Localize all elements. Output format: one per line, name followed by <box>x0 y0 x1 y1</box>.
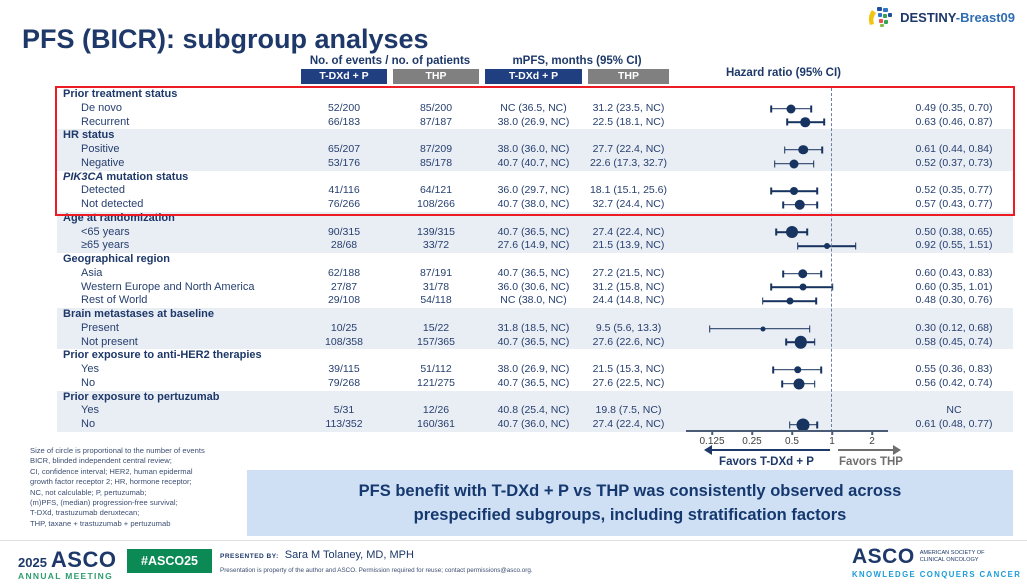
forest-cell <box>672 184 895 198</box>
hr-text-cell: 0.52 (0.35, 0.77) <box>915 184 993 197</box>
axis-tick <box>791 430 793 435</box>
hr-text-cell: 0.56 (0.42, 0.74) <box>915 376 993 389</box>
ci-cap <box>820 270 822 277</box>
subgroup-row <box>57 267 1013 281</box>
events-thp-cell: 54/118 <box>420 294 452 307</box>
subgroup-section <box>57 253 1013 308</box>
hr-text-cell: 0.49 (0.35, 0.70) <box>915 101 993 114</box>
subgroup-label: Positive <box>81 143 120 155</box>
forest-cell <box>672 267 895 281</box>
subgroup-row <box>57 404 1013 418</box>
group-header-events: No. of events / no. of patients <box>309 55 471 67</box>
ci-cap <box>775 229 777 236</box>
hr-text-cell: NC <box>946 404 962 417</box>
events-thp-cell: 51/112 <box>420 363 452 375</box>
arm-header-tdxd-events: T-DXd + P <box>301 69 387 84</box>
subgroup-row <box>57 239 1013 253</box>
axis-tick <box>751 430 753 435</box>
axis-tick <box>871 430 873 435</box>
ci-cap <box>855 243 857 250</box>
meeting-year: 2025 <box>18 555 47 570</box>
footnote-line: BICR, blinded independent central review; <box>30 456 172 466</box>
ci-cap <box>815 298 817 305</box>
arm-header-thp-events: THP <box>393 69 479 84</box>
events-thp-cell: 85/200 <box>419 101 453 114</box>
ci-cap <box>820 366 822 373</box>
subgroup-row <box>57 102 1013 116</box>
footnotes <box>30 446 205 529</box>
mpfs-thp-cell: 21.5 (13.9, NC) <box>592 239 665 252</box>
events-thp-cell: 121/275 <box>417 376 455 389</box>
ci-cap <box>782 270 784 277</box>
ci-cap <box>816 421 818 428</box>
subgroup-label: No <box>81 418 96 430</box>
permission-disclaimer: Presentation is property of the author and ASCO. Permission required for reuse; contact permissions@asco.org. <box>220 567 533 574</box>
mpfs-thp-cell: 32.7 (24.4, NC) <box>592 198 665 210</box>
mpfs-thp-cell: 27.4 (22.4, NC) <box>592 418 665 430</box>
mpfs-thp-cell: 27.2 (21.5, NC) <box>592 266 665 279</box>
hr-text-cell: 0.57 (0.43, 0.77) <box>915 198 993 210</box>
ci-cap <box>771 284 773 291</box>
mpfs-thp-cell: 27.4 (22.4, NC) <box>592 225 665 238</box>
subgroup-row <box>57 226 1013 240</box>
section-header: Geographical region <box>63 253 170 265</box>
footnote-line: T-DXd, trastuzumab deruxtecan; <box>30 508 140 518</box>
mpfs-tdxd-cell: 40.7 (36.5, NC) <box>497 376 570 389</box>
ci-cap <box>771 105 773 112</box>
hr-text-cell: 0.52 (0.37, 0.73) <box>915 156 993 169</box>
mpfs-thp-cell: 27.6 (22.5, NC) <box>592 376 665 389</box>
subgroup-row <box>57 322 1013 336</box>
section-header: PIK3CA mutation status <box>63 170 189 183</box>
subgroup-label: Negative <box>81 156 125 169</box>
subgroup-row <box>57 157 1013 171</box>
mpfs-thp-cell: 9.5 (5.6, 13.3) <box>595 321 662 334</box>
events-tdxd-cell: 53/176 <box>327 156 361 169</box>
mpfs-thp-cell: 18.1 (15.1, 25.6) <box>589 184 668 197</box>
asco-society-lines: AMERICAN SOCIETY OF CLINICAL ONCOLOGY <box>919 550 985 563</box>
subgroup-label: Not present <box>81 335 138 348</box>
mpfs-tdxd-cell: 27.6 (14.9, NC) <box>497 239 570 252</box>
mpfs-tdxd-cell: 38.0 (26.9, NC) <box>497 115 570 128</box>
events-tdxd-cell: 79/268 <box>327 376 361 389</box>
section-header: Prior treatment status <box>63 88 178 100</box>
axis-tick-label: 0.5 <box>785 436 799 447</box>
forest-cell <box>672 363 895 377</box>
mpfs-tdxd-cell: 31.8 (18.5, NC) <box>497 321 570 334</box>
subgroup-label: Yes <box>81 363 99 375</box>
events-thp-cell: 108/266 <box>417 198 455 210</box>
mpfs-tdxd-cell: 40.7 (36.0, NC) <box>497 418 570 430</box>
section-header: Brain metastases at baseline <box>63 308 215 320</box>
ci-cap <box>784 146 786 153</box>
axis-tick <box>831 430 833 435</box>
mpfs-thp-cell: 21.5 (15.3, NC) <box>592 363 665 375</box>
footnote-line: CI, confidence interval; HER2, human epidermal <box>30 466 193 476</box>
hr-dot <box>793 378 804 389</box>
forest-cell <box>672 322 895 336</box>
ci-cap <box>816 201 818 208</box>
section-header: HR status <box>63 129 115 142</box>
forest-cell <box>672 336 895 350</box>
forest-cell <box>672 281 895 295</box>
hr-dot <box>801 118 811 128</box>
arm-header-thp-mpfs: THP <box>588 69 669 84</box>
events-thp-cell: 15/22 <box>422 321 450 334</box>
ci-cap <box>806 229 808 236</box>
events-tdxd-cell: 62/188 <box>327 266 361 279</box>
mpfs-tdxd-cell: 36.0 (29.7, NC) <box>497 184 570 197</box>
events-thp-cell: 31/78 <box>422 280 450 293</box>
footnote-line: growth factor receptor 2; HR, hormone receptor; <box>30 477 192 487</box>
ci-cap <box>781 380 783 387</box>
hr-dot <box>794 200 805 211</box>
section-header: Prior exposure to anti-HER2 therapies <box>63 349 262 362</box>
ci-cap <box>821 146 823 153</box>
hr-dot <box>799 145 809 155</box>
subgroup-row <box>57 363 1013 377</box>
subgroup-section <box>57 171 1013 212</box>
axis-tick <box>711 430 713 435</box>
events-tdxd-cell: 66/183 <box>327 115 361 128</box>
events-tdxd-cell: 39/115 <box>328 363 360 375</box>
forest-cell <box>672 143 895 157</box>
subgroup-row <box>57 336 1013 350</box>
hr-text-cell: 0.58 (0.45, 0.74) <box>915 335 993 348</box>
subgroup-row <box>57 184 1013 198</box>
forest-cell <box>672 239 895 253</box>
mpfs-thp-cell: 24.4 (14.8, NC) <box>592 294 665 307</box>
subgroup-label: Detected <box>81 184 126 197</box>
forest-cell <box>672 198 895 212</box>
destiny-logo-bold: DESTINY <box>900 9 956 25</box>
forest-cell <box>672 377 895 391</box>
events-tdxd-cell: 65/207 <box>327 143 361 155</box>
forest-cell <box>672 294 895 308</box>
ci-cap <box>832 284 834 291</box>
subgroup-label: De novo <box>81 101 122 114</box>
mpfs-tdxd-cell: 38.0 (36.0, NC) <box>497 143 570 155</box>
presented-by-label: PRESENTED BY: <box>220 553 279 560</box>
ci-cap <box>809 325 811 332</box>
forest-plot-table <box>57 88 1013 432</box>
asco-tagline: KNOWLEDGE CONQUERS CANCER <box>852 570 1022 579</box>
meeting-asco: ASCO <box>50 547 117 572</box>
hr-text-cell: 0.63 (0.46, 0.87) <box>915 115 993 128</box>
asco-annual-meeting-logo <box>18 547 116 581</box>
forest-cell <box>672 404 895 418</box>
ci-cap <box>823 119 825 126</box>
section-header: Prior exposure to pertuzumab <box>63 390 220 403</box>
axis-tick-label: 0.125 <box>699 436 725 447</box>
mpfs-tdxd-cell: 36.0 (30.6, NC) <box>497 280 570 293</box>
footnote-line: THP, taxane + trastuzumab + pertuzumab <box>30 518 171 528</box>
ci-cap <box>762 298 764 305</box>
ci-cap <box>814 339 816 346</box>
hr-reference-line <box>831 88 832 432</box>
conclusion-line1: PFS benefit with T-DXd + P vs THP was consistently observed across <box>358 482 902 500</box>
mpfs-tdxd-cell: 40.7 (36.5, NC) <box>497 225 570 238</box>
hr-text-cell: 0.60 (0.35, 1.01) <box>915 280 993 293</box>
events-tdxd-cell: 10/25 <box>330 321 358 334</box>
favors-thp-label: Favors THP <box>839 456 903 468</box>
page-title: PFS (BICR): subgroup analyses <box>22 24 429 54</box>
arm-header-row <box>57 68 1013 84</box>
events-thp-cell: 12/26 <box>422 404 450 417</box>
subgroup-row <box>57 198 1013 212</box>
mpfs-thp-cell: 27.6 (22.6, NC) <box>592 335 665 348</box>
forest-cell <box>672 116 895 130</box>
axis-line <box>686 430 888 432</box>
forest-cell <box>672 226 895 240</box>
mpfs-tdxd-cell: 40.7 (36.5, NC) <box>497 266 570 279</box>
axis-tick-label: 0.25 <box>742 436 762 447</box>
events-tdxd-cell: 41/116 <box>328 184 360 197</box>
events-tdxd-cell: 113/352 <box>325 418 363 430</box>
group-header-hazard-ratio: Hazard ratio (95% CI) <box>725 67 842 79</box>
subgroup-label: Western Europe and North America <box>81 280 255 293</box>
hr-dot <box>794 336 807 349</box>
ci-cap <box>814 380 816 387</box>
mpfs-thp-cell: 19.8 (7.5, NC) <box>595 404 662 417</box>
subgroup-row <box>57 116 1013 130</box>
hr-dot <box>786 104 795 113</box>
ci-cap <box>813 160 815 167</box>
subgroup-row <box>57 143 1013 157</box>
events-thp-cell: 157/365 <box>417 335 455 348</box>
hr-text-cell: 0.50 (0.38, 0.65) <box>915 225 993 238</box>
events-tdxd-cell: 27/87 <box>330 280 358 293</box>
mpfs-tdxd-cell: 38.0 (26.9, NC) <box>497 363 570 375</box>
hr-dot <box>798 269 808 279</box>
subgroup-label: Asia <box>81 266 103 279</box>
arm-header-tdxd-mpfs: T-DXd + P <box>485 69 582 84</box>
events-tdxd-cell: 52/200 <box>327 101 361 114</box>
ci-cap <box>816 188 818 195</box>
subgroup-label: <65 years <box>81 225 130 238</box>
axis-tick-label: 2 <box>869 436 875 447</box>
hr-text-cell: 0.30 (0.12, 0.68) <box>915 321 993 334</box>
section-header: Age at randomization <box>63 211 175 224</box>
footnote-line: (m)PFS, (median) progression-free survival; <box>30 498 178 508</box>
subgroup-section <box>57 349 1013 390</box>
ci-cap <box>709 325 711 332</box>
hr-text-cell: 0.60 (0.43, 0.83) <box>915 266 993 279</box>
presented-by <box>220 549 414 561</box>
mpfs-tdxd-cell: 40.7 (36.5, NC) <box>497 335 570 348</box>
hr-text-cell: 0.55 (0.36, 0.83) <box>915 363 993 375</box>
subgroup-label: Recurrent <box>81 115 130 128</box>
subgroup-row <box>57 294 1013 308</box>
hr-dot <box>824 243 830 249</box>
hr-dot <box>799 284 806 291</box>
hr-dot <box>786 298 793 305</box>
events-tdxd-cell: 29/108 <box>327 294 361 307</box>
mpfs-tdxd-cell: 40.7 (40.7, NC) <box>497 156 570 169</box>
subgroup-section <box>57 391 1013 432</box>
asco-logo-text: ASCO <box>852 545 915 568</box>
meeting-annual: ANNUAL MEETING <box>18 571 114 581</box>
mpfs-thp-cell: 22.6 (17.3, 32.7) <box>589 156 668 169</box>
footnote-line: NC, not calculable; P, pertuzumab; <box>30 487 147 497</box>
hr-dot <box>760 326 765 331</box>
ci-cap <box>785 339 787 346</box>
hr-dot <box>794 366 802 374</box>
subgroup-label: Yes <box>81 404 99 417</box>
mpfs-tdxd-cell: NC (38.0, NC) <box>500 294 567 307</box>
forest-cell <box>672 102 895 116</box>
footnote-line: Size of circle is proportional to the number of events <box>30 446 205 455</box>
hr-text-cell: 0.61 (0.44, 0.84) <box>915 143 993 155</box>
hr-text-cell: 0.61 (0.48, 0.77) <box>915 418 993 430</box>
axis-tick-label: 1 <box>829 436 835 447</box>
conclusion-line2: prespecified subgroups, including stratification factors <box>413 506 847 524</box>
mpfs-thp-cell: 31.2 (23.5, NC) <box>592 101 665 114</box>
ci-cap <box>789 421 791 428</box>
presenter-name: Sara M Tolaney, MD, MPH <box>284 549 414 561</box>
subgroup-row <box>57 377 1013 391</box>
destiny-mosaic-icon <box>867 5 895 29</box>
ci-cap <box>797 243 799 250</box>
destiny-logo-light: -Breast09 <box>955 9 1015 25</box>
events-thp-cell: 33/72 <box>422 239 450 252</box>
events-tdxd-cell: 108/358 <box>325 335 363 348</box>
subgroup-label: Not detected <box>81 198 144 210</box>
slide-footer <box>0 540 1027 585</box>
favors-left-arrow-icon <box>712 449 830 451</box>
events-thp-cell: 160/361 <box>417 418 455 430</box>
favors-tdxd-label: Favors T-DXd + P <box>719 456 814 468</box>
events-thp-cell: 85/178 <box>419 156 453 169</box>
events-thp-cell: 87/187 <box>419 115 453 128</box>
events-thp-cell: 87/191 <box>419 266 453 279</box>
hr-dot <box>790 187 798 195</box>
hr-dot <box>790 159 799 168</box>
asco-society-logo <box>852 545 1021 579</box>
hashtag-badge: #ASCO25 <box>127 549 212 573</box>
mpfs-tdxd-cell: 40.7 (38.0, NC) <box>497 198 570 210</box>
events-tdxd-cell: 76/266 <box>327 198 361 210</box>
ci-cap <box>771 188 773 195</box>
subgroup-label: Rest of World <box>81 294 148 307</box>
subgroup-section <box>57 212 1013 253</box>
ci-cap <box>774 160 776 167</box>
conclusion-banner <box>247 470 1013 536</box>
events-tdxd-cell: 90/315 <box>327 225 361 238</box>
mpfs-thp-cell: 22.5 (18.1, NC) <box>592 115 665 128</box>
ci-cap <box>811 105 813 112</box>
mpfs-thp-cell: 27.7 (22.4, NC) <box>592 143 665 155</box>
hr-dot <box>786 226 798 238</box>
mpfs-thp-cell: 31.2 (15.8, NC) <box>592 280 665 293</box>
favors-right-arrow-icon <box>838 449 893 451</box>
events-tdxd-cell: 5/31 <box>333 404 355 417</box>
subgroup-label: No <box>81 376 96 389</box>
mpfs-tdxd-cell: 40.8 (25.4, NC) <box>497 404 570 417</box>
events-thp-cell: 87/209 <box>419 143 453 155</box>
destiny-breast09-logo <box>867 5 1015 29</box>
events-thp-cell: 64/121 <box>419 184 453 197</box>
hr-text-cell: 0.92 (0.55, 1.51) <box>915 239 993 252</box>
subgroup-section <box>57 308 1013 349</box>
subgroup-row <box>57 281 1013 295</box>
events-thp-cell: 139/315 <box>417 225 455 238</box>
ci-cap <box>782 201 784 208</box>
subgroup-label: Present <box>81 321 119 334</box>
ci-cap <box>786 119 788 126</box>
subgroup-label: ≥65 years <box>81 239 130 252</box>
forest-cell <box>672 157 895 171</box>
group-header-mpfs: mPFS, months (95% CI) <box>512 55 642 67</box>
subgroup-section <box>57 129 1013 170</box>
mpfs-tdxd-cell: NC (36.5, NC) <box>500 101 567 114</box>
hr-text-cell: 0.48 (0.30, 0.76) <box>915 294 993 307</box>
events-tdxd-cell: 28/68 <box>330 239 358 252</box>
subgroup-section <box>57 88 1013 129</box>
ci-cap <box>772 366 774 373</box>
